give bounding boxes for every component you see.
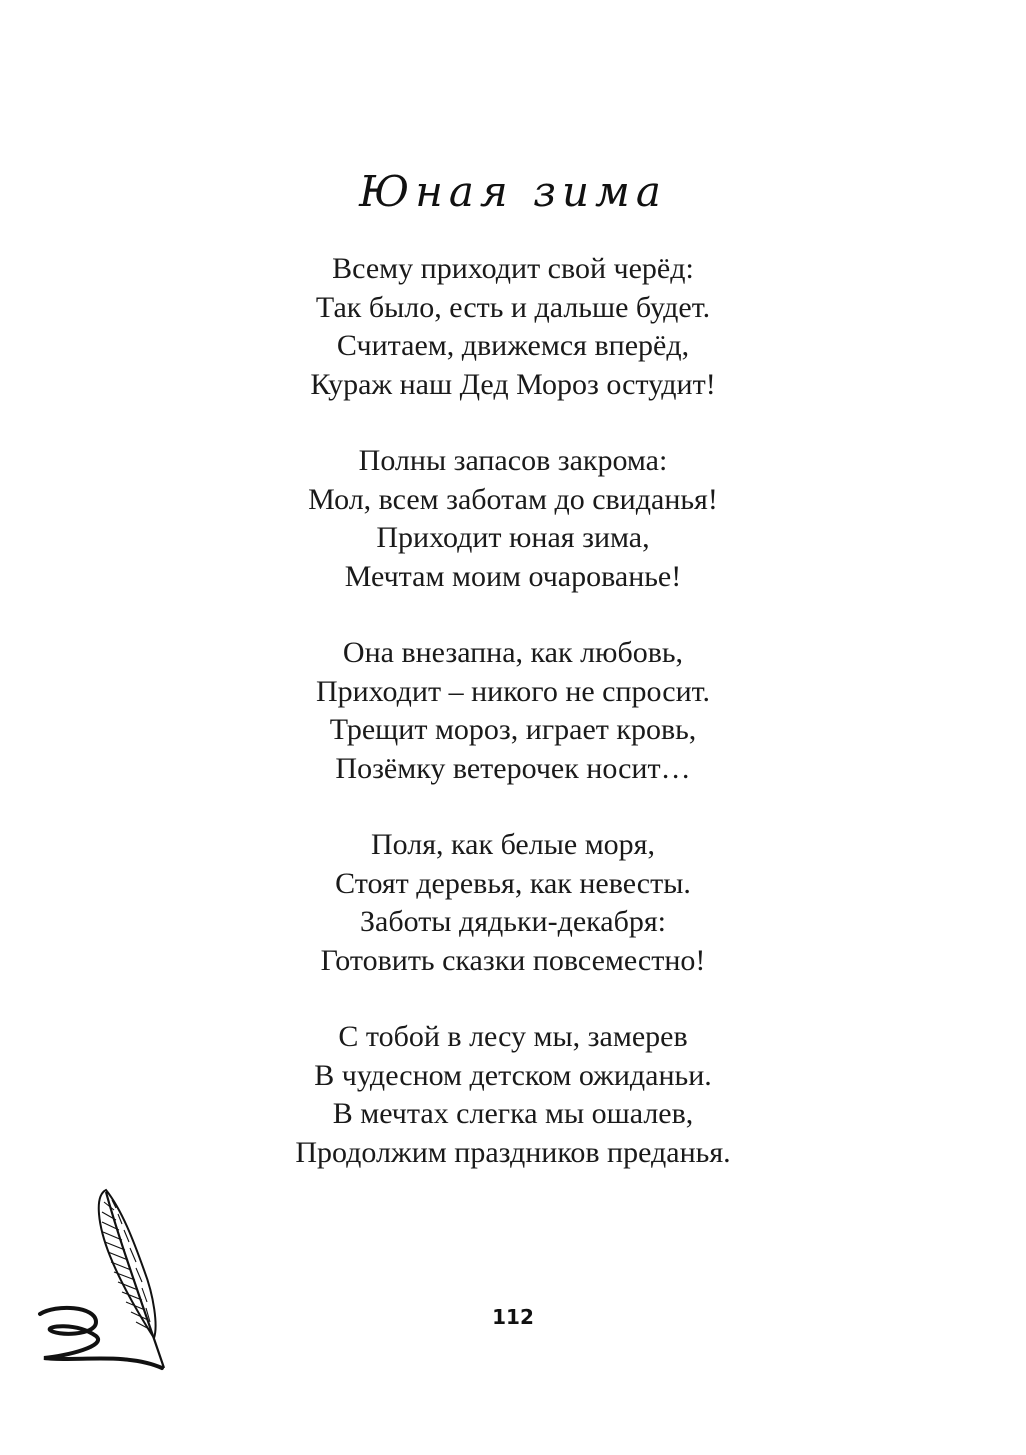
poem-line: Приходит юная зима,: [376, 521, 650, 554]
stanza: [0, 826, 1026, 980]
poem-line: В чудесном детском ожиданьи.: [314, 1058, 712, 1092]
stanza: [0, 634, 1026, 788]
poem-line: Считаем, движемся вперёд,: [336, 329, 690, 362]
poem-line: Стоят деревья, как невесты.: [335, 866, 691, 900]
poem-line: Поля, как белые моря,: [371, 828, 655, 861]
poem-line: Кураж наш Дед Мороз остудит!: [310, 367, 716, 401]
poem-line: Продолжим праздников преданья.: [295, 1135, 731, 1169]
poem-line: Приходит – никого не спросит.: [315, 674, 711, 708]
poem-line: Всему приходит свой черёд:: [332, 252, 694, 285]
stanza: [0, 1018, 1026, 1172]
poem-line: Так было, есть и дальше будет.: [315, 290, 711, 324]
poem-line: Трещит мороз, играет кровь,: [329, 713, 697, 746]
stanza: [0, 250, 1026, 404]
poem-line: С тобой в лесу мы, замерев: [338, 1020, 688, 1053]
quill-pen-icon: [36, 1186, 171, 1376]
stanza: [0, 442, 1026, 596]
poem-line: Готовить сказки повсеместно!: [320, 943, 706, 977]
poem-title: Юная зима: [359, 167, 667, 216]
page-number: 112: [492, 1305, 534, 1329]
poem-line: Заботы дядьки-декабря:: [359, 905, 667, 938]
poem-line: Позёмку ветерочек носит…: [335, 751, 691, 785]
poem-line: Мол, всем заботам до свиданья!: [308, 482, 718, 516]
poem-body: [0, 250, 1026, 1210]
poem-line: В мечтах слегка мы ошалев,: [332, 1097, 694, 1130]
poem-line: Полны запасов закрома:: [358, 444, 668, 477]
poem-line: Мечтам моим очарованье!: [344, 559, 682, 593]
poem-line: Она внезапна, как любовь,: [342, 636, 684, 669]
